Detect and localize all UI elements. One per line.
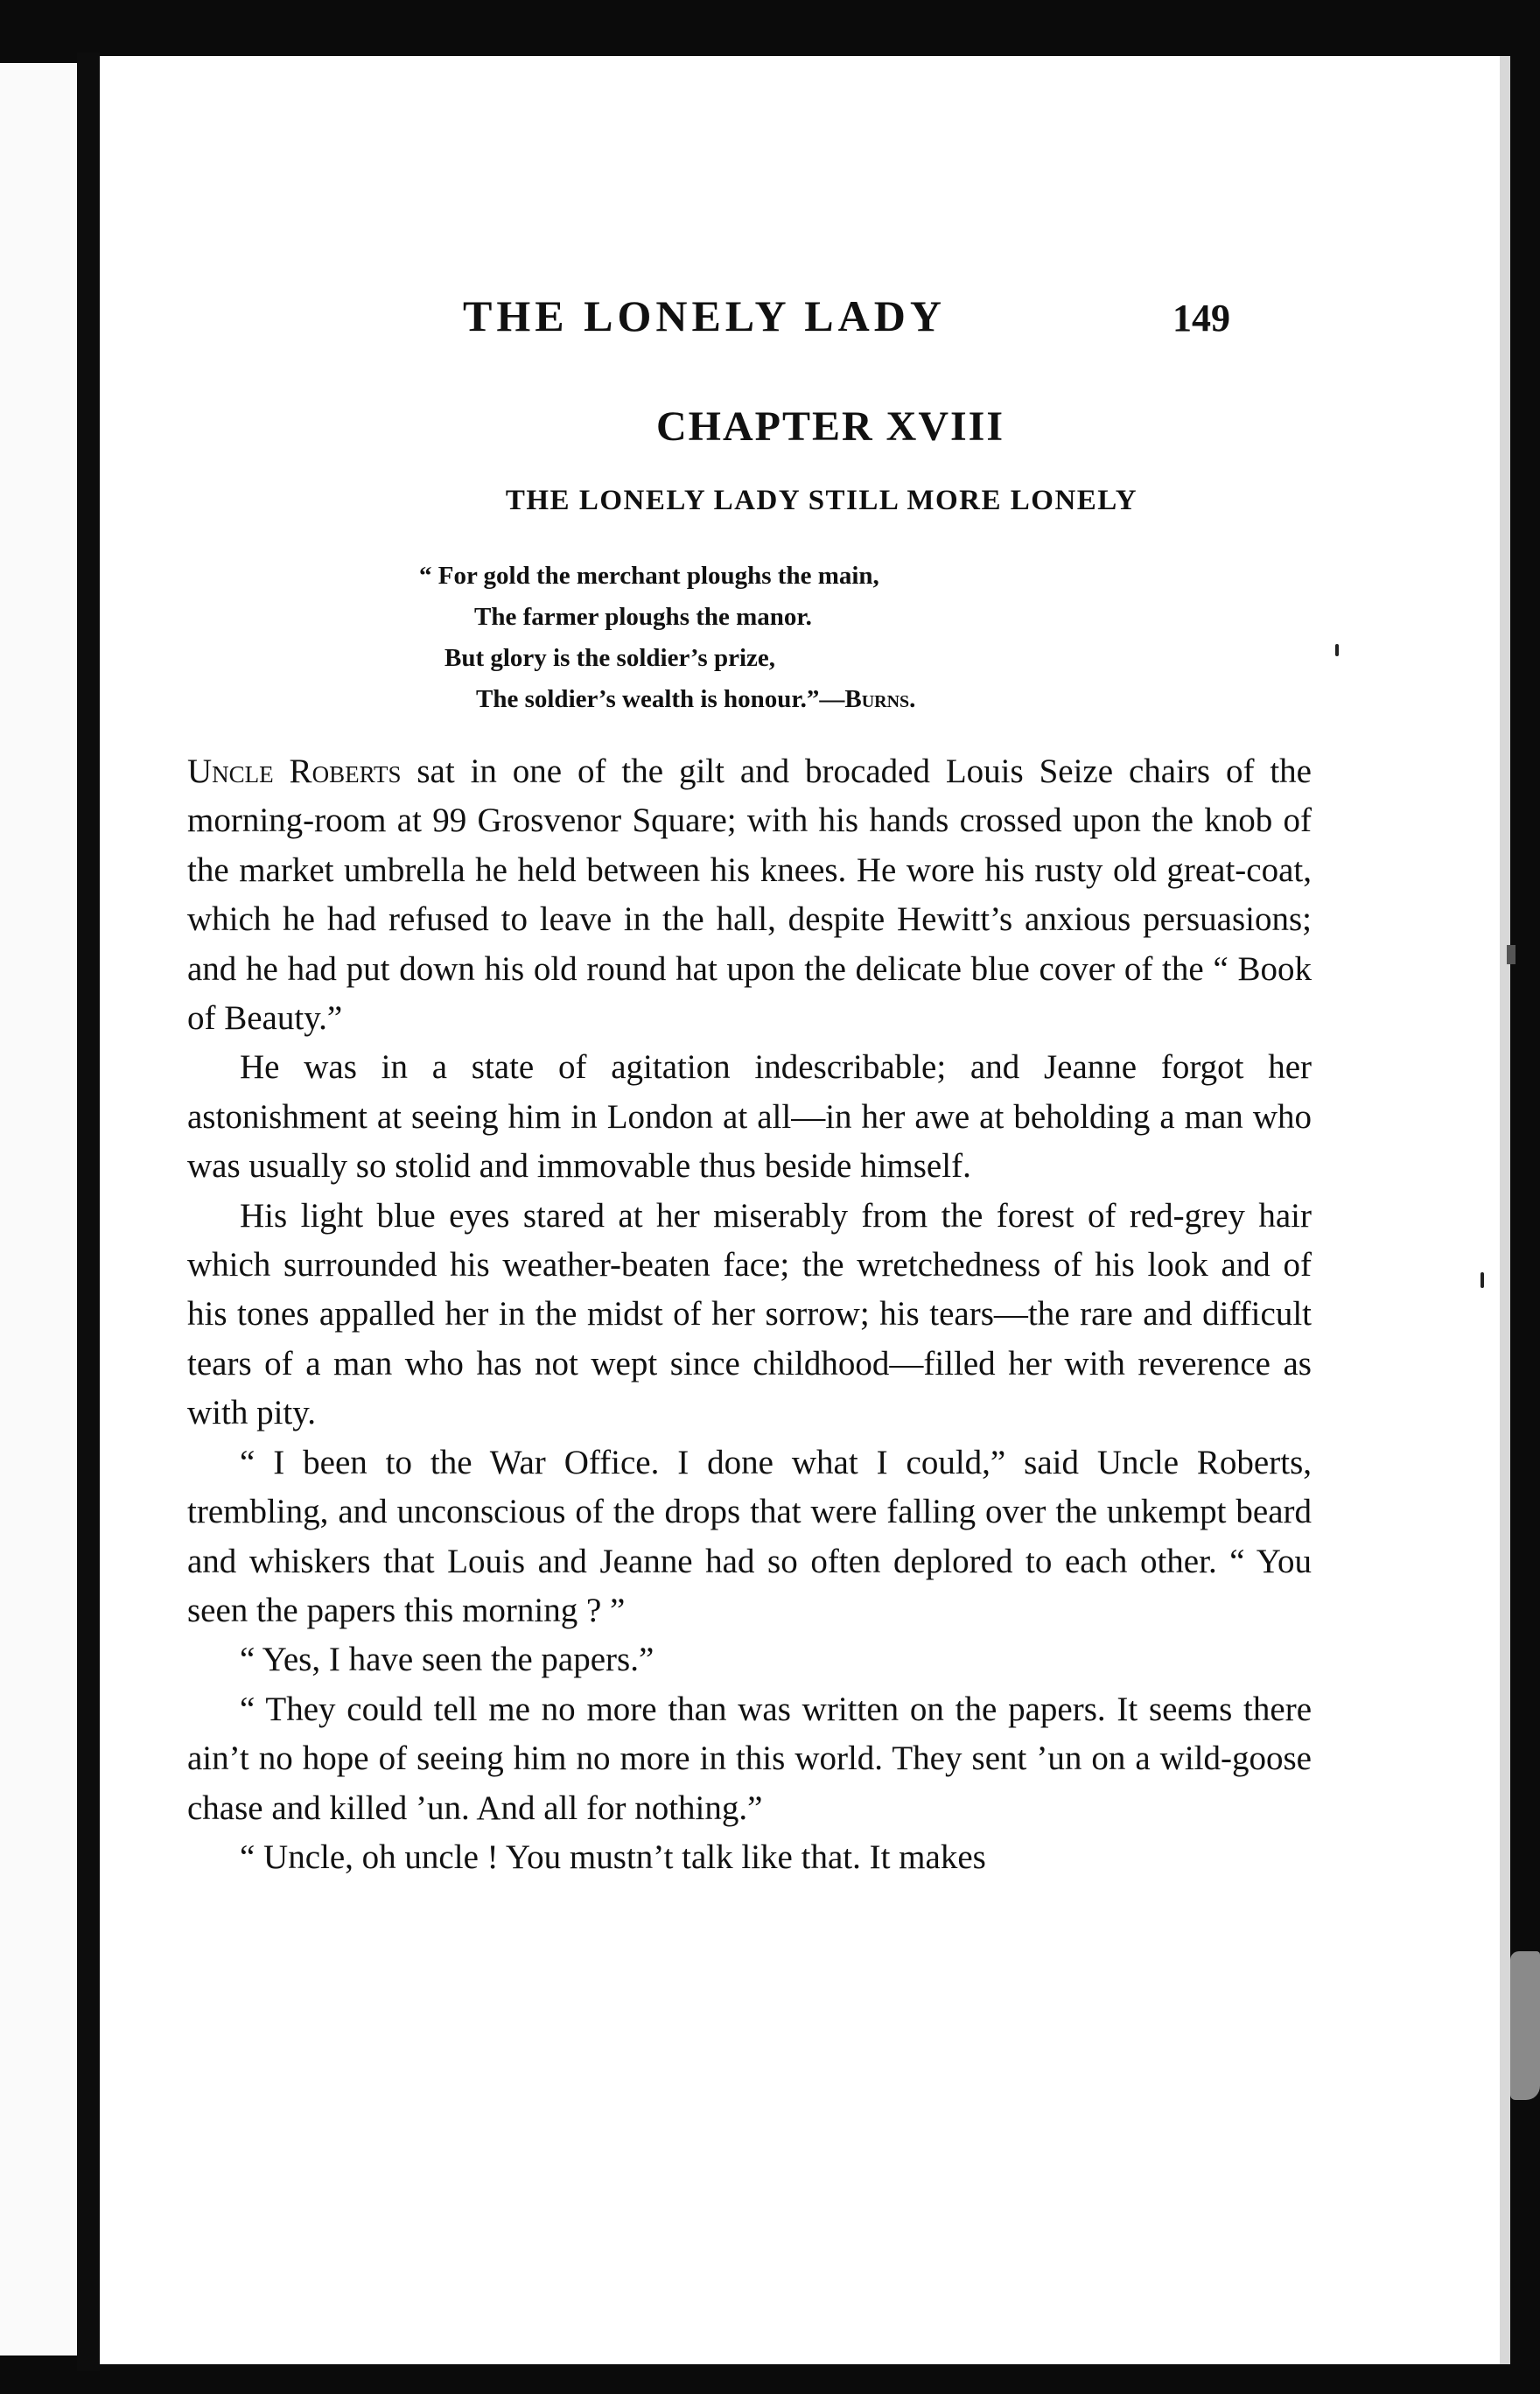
scan-speck <box>1335 644 1339 656</box>
running-head <box>100 290 1500 343</box>
paragraph: “ I been to the War Office. I done what I could,” said Uncle Roberts, trembling, and unconscious of the drops that were falling over the unkempt beard and whiskers that Louis and Jeanne had so often deplored to each other. “ You seen the papers this morning ? ” <box>187 1443 1312 1629</box>
book-gutter <box>77 52 100 2371</box>
epigraph-line-final <box>476 685 915 714</box>
opening-smallcaps: Uncle Roberts <box>187 752 402 790</box>
torn-paper-edge <box>1510 1951 1540 2100</box>
paragraph: He was in a state of agitation indescribable; and Jeanne forgot her astonishment at seeing him in London at all—in her awe at beholding a man who was usually so stolid and immovable thus beside himself. <box>187 1048 1312 1186</box>
paragraph: “ Yes, I have seen the papers.” <box>240 1641 654 1679</box>
epigraph-line: But glory is the soldier’s prize, <box>444 644 776 672</box>
scan-mark <box>1507 945 1516 964</box>
running-title: THE LONELY LADY <box>463 291 946 340</box>
chapter-title: CHAPTER XVIII <box>655 403 1005 450</box>
epigraph-line: “ For gold the merchant ploughs the main, <box>419 562 879 590</box>
book-page <box>100 56 1500 2364</box>
chapter-subtitle: THE LONELY LADY STILL MORE LONELY <box>505 485 1138 516</box>
facing-page-edge <box>0 63 77 2356</box>
epigraph-attribution: Burns. <box>844 685 916 713</box>
paragraph: His light blue eyes stared at her miserably from the forest of red-grey hair which surrounded his weather-beaten face; the wretchedness of his look and of his tones appalled her in the midst of her sorrow; his tears—the rare and difficult tears of a man who has not wept since childhood—filled her with reverence as with pity. <box>187 1196 1312 1432</box>
paragraph: “ They could tell me no more than was written on the papers. It seems there ain’t no hope of seeing him no more in this world. They sent ’un on a wild-goose chase and killed ’un. And all for nothing.” <box>187 1690 1312 1827</box>
scan-speck <box>1480 1272 1484 1288</box>
paragraph: “ Uncle, oh uncle ! You mustn’t talk like that. It makes <box>240 1838 986 1876</box>
paragraph-text: sat in one of the gilt and brocaded Louis Seize chairs of the morning-room at 99 Grosvenor Square; with his hands crossed upon the knob of the market umbrella he held between his knees. He wore his rusty old great-coat, which he had refused to leave in the hall, despite Hewitt’s anxious persuasions; and he had put down his old round hat upon the delicate blue cover of the “ Book of Beauty.” <box>187 752 1312 1038</box>
page-number: 149 <box>1172 297 1230 340</box>
epigraph-line-text: The soldier’s wealth is honour.”— <box>476 685 845 713</box>
paragraph <box>187 747 1312 1043</box>
body-text <box>187 747 1312 1882</box>
epigraph-line: The farmer ploughs the manor. <box>474 603 812 631</box>
page-right-edge <box>1500 56 1510 2364</box>
